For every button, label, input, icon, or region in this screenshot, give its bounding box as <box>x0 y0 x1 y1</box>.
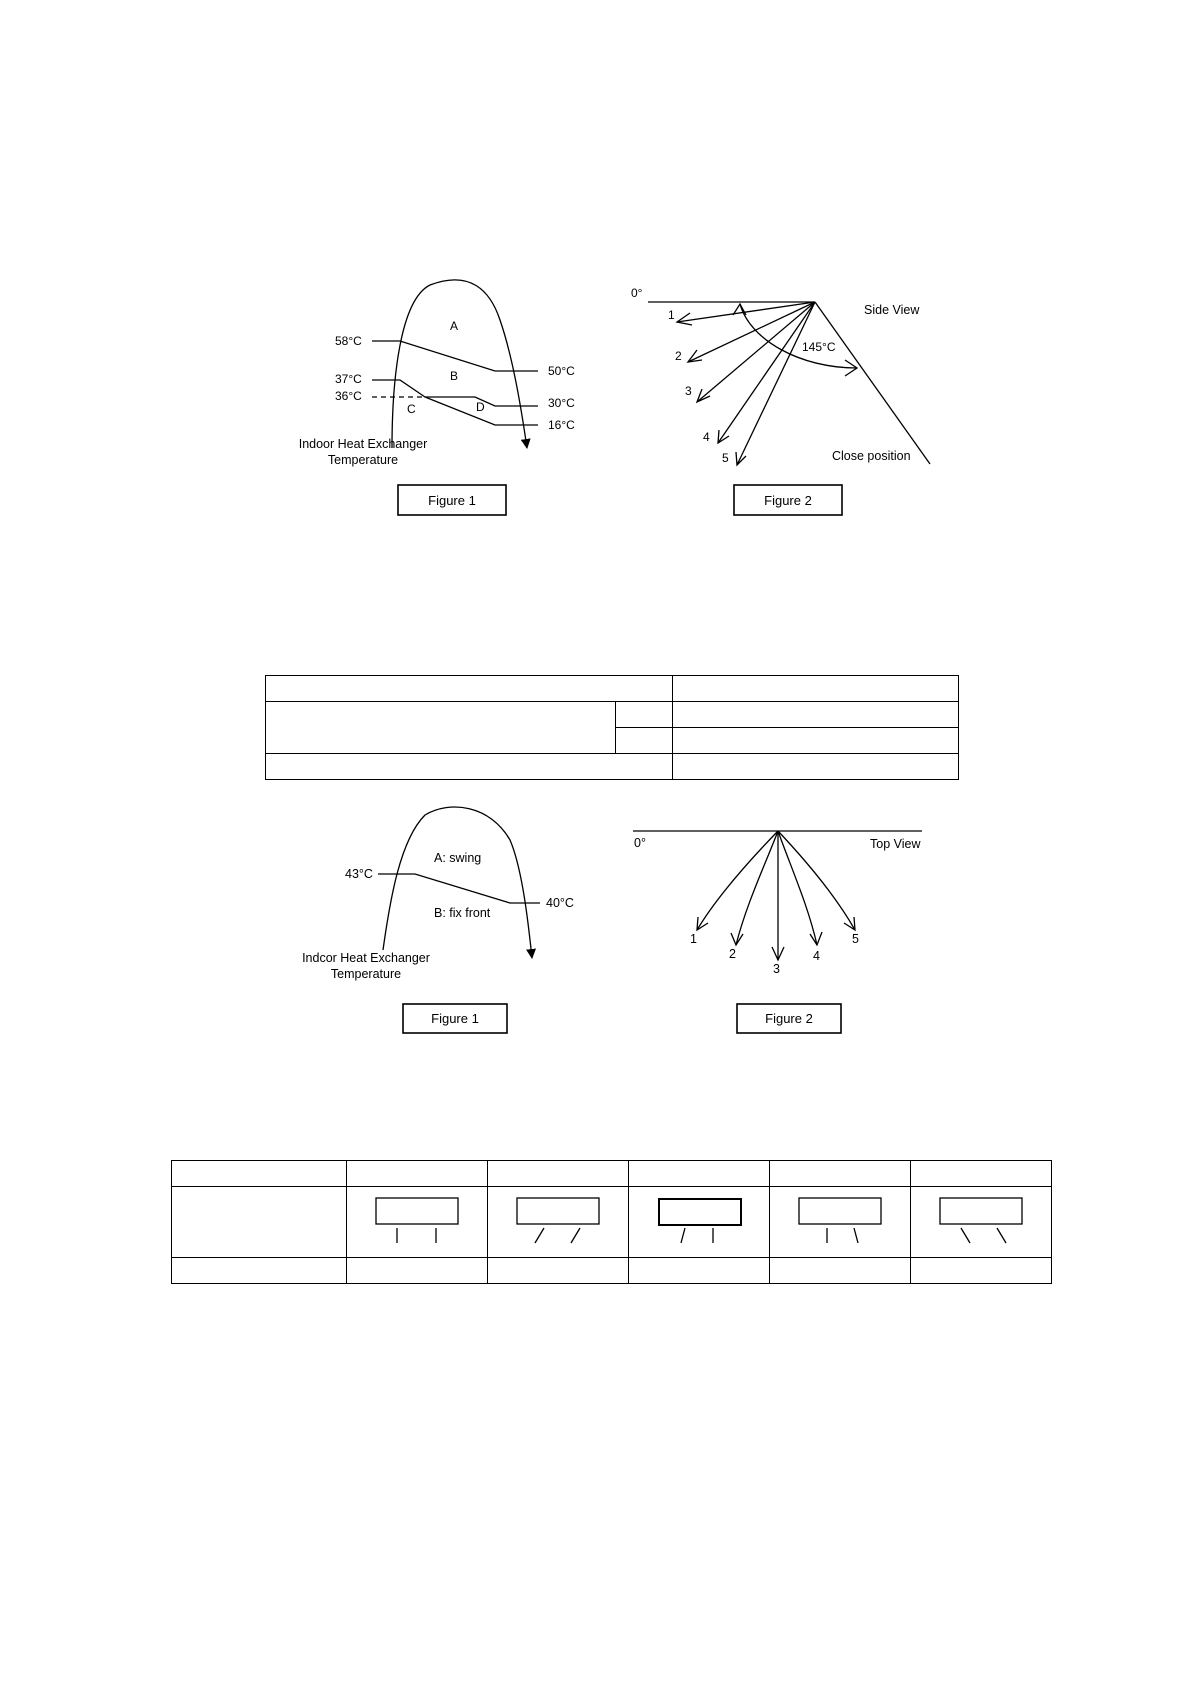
position-label-1: 1 <box>668 308 675 322</box>
zero-degree-label: 0° <box>634 836 646 850</box>
label-58c: 58°C <box>335 334 362 348</box>
zone-b-label: B <box>450 369 459 383</box>
label-43c: 43°C <box>345 867 373 881</box>
figure2-caption: Figure 2 <box>765 1011 813 1026</box>
position-label-4: 4 <box>813 949 820 963</box>
louver-icon-cell-1 <box>347 1187 488 1258</box>
figure2-caption: Figure 2 <box>764 493 812 508</box>
top-view-label: Top View <box>870 837 921 851</box>
position-label-2: 2 <box>729 947 736 961</box>
zone-a-label: A <box>450 319 459 333</box>
figure1-caption: Figure 1 <box>431 1011 479 1026</box>
louver-right-icon <box>911 1187 1051 1252</box>
table-cell <box>911 1258 1052 1284</box>
zone-b-fix-label: B: fix front <box>434 906 491 920</box>
louver-arrow-1 <box>697 831 778 930</box>
table-cell <box>172 1258 347 1284</box>
label-40c: 40°C <box>546 896 574 910</box>
temperature-curve <box>383 807 532 958</box>
axis-label-line2: Temperature <box>330 967 402 981</box>
zone-d-label: D <box>476 400 485 414</box>
table-row <box>172 1258 1052 1284</box>
position-label-3: 3 <box>685 384 692 398</box>
louver-left-icon <box>488 1187 628 1252</box>
table-row <box>172 1187 1052 1258</box>
louver-icon-cell-3 <box>629 1187 770 1258</box>
table-cell <box>770 1161 911 1187</box>
axis-label-line2: Temperature <box>327 453 399 467</box>
label-37c: 37°C <box>335 372 362 386</box>
table-cell <box>488 1161 629 1187</box>
axis-label-line1: Indoor Heat Exchanger <box>298 437 428 451</box>
louver-arrow-5 <box>778 831 855 930</box>
table-cell <box>172 1161 347 1187</box>
side-view-label: Side View <box>864 303 920 317</box>
louver-arrow-4 <box>778 831 822 945</box>
zone-a-swing-label: A: swing <box>434 851 482 865</box>
table-cell <box>629 1161 770 1187</box>
louver-positions-table <box>171 1160 1052 1284</box>
position-label-2: 2 <box>675 349 682 363</box>
figure1-swing-diagram <box>302 807 574 1033</box>
louver-icon-cell-2 <box>488 1187 629 1258</box>
table-cell <box>172 1187 347 1258</box>
position-label-5: 5 <box>722 451 729 465</box>
louver-arrow-2 <box>731 831 778 945</box>
figure1-caption: Figure 1 <box>428 493 476 508</box>
position-label-1: 1 <box>690 932 697 946</box>
table-row <box>172 1161 1052 1187</box>
zone-c-label: C <box>407 402 416 416</box>
table-cell <box>347 1258 488 1284</box>
figure2-top-view-diagram <box>633 831 922 1033</box>
louver-arrow-3 <box>772 831 784 960</box>
label-50c: 50°C <box>548 364 575 378</box>
table-cell <box>911 1161 1052 1187</box>
position-label-4: 4 <box>703 430 710 444</box>
table-cell <box>629 1258 770 1284</box>
louver-straight-icon <box>347 1187 487 1252</box>
axis-label-line1: Indcor Heat Exchanger <box>302 951 430 965</box>
position-label-5: 5 <box>852 932 859 946</box>
position-label-3: 3 <box>773 962 780 976</box>
table-cell <box>347 1161 488 1187</box>
label-16c: 16°C <box>548 418 575 432</box>
louver-half-right-icon <box>770 1187 910 1252</box>
threshold-line-swing-fix <box>378 874 540 903</box>
louver-icon-cell-4 <box>770 1187 911 1258</box>
louver-half-left-icon <box>629 1187 769 1252</box>
angle-label: 145°C <box>802 340 836 354</box>
label-36c: 36°C <box>335 389 362 403</box>
table-cell <box>770 1258 911 1284</box>
table-cell <box>488 1258 629 1284</box>
label-30c: 30°C <box>548 396 575 410</box>
close-position-label: Close position <box>832 449 911 463</box>
louver-icon-cell-5 <box>911 1187 1052 1258</box>
zero-degree-label: 0° <box>631 286 643 300</box>
